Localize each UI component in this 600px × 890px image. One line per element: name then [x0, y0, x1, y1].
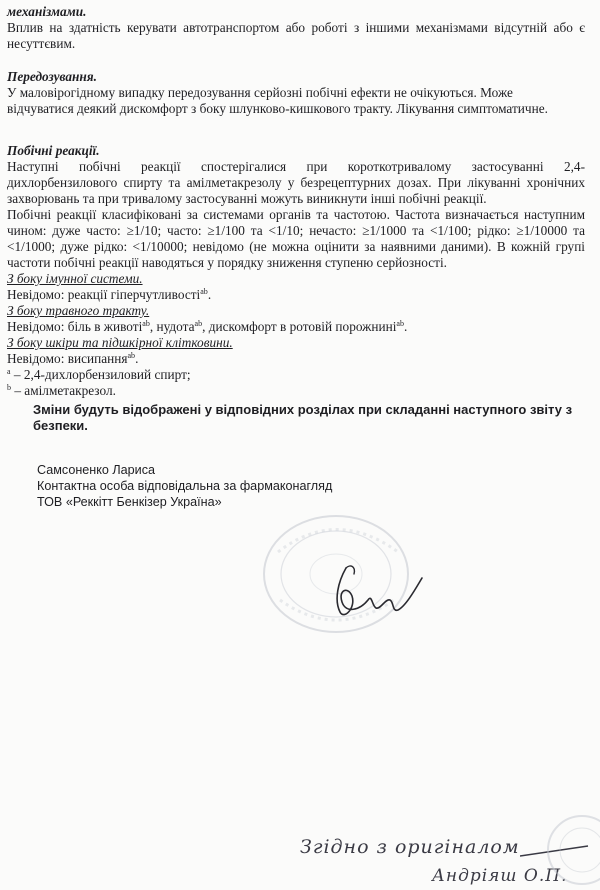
digestive-text: Невідомо: біль в животі$^{ab}$, нудота$^{ab}$, дискомфорт в ротовій порожнині$^{ab}$. — [7, 319, 408, 334]
immune-system-text: Невідомо: реакції гіперчутливості$^{ab}$. — [7, 287, 212, 302]
changes-note: Зміни будуть відображені у відповідних розділах при складанні наступного звіту з безпеки. — [33, 402, 573, 433]
overdose-section — [7, 69, 585, 117]
side-effects-para1-line: Наступні побічні реакції спостерігалися при короткотривалому застосуванні 2,4- — [7, 159, 585, 174]
side-effects-section — [7, 143, 585, 399]
driving-effect-section — [7, 4, 585, 52]
handwritten-certification: Згідно з оригіналом — [300, 836, 520, 858]
side-effects-para2-line: Побічні реакції класифіковані за системами органів та частотою. Частота визначається наступним — [7, 207, 585, 222]
signatory-block — [37, 462, 600, 510]
side-effects-para1-line: захворювань та при тривалому застосуванні можуть виникнути інші побічні реакції. — [7, 191, 487, 206]
skin-text: Невідомо: висипання$^{ab}$. — [7, 351, 139, 366]
side-effects-para1-line: дихлорбензилового спирту та амілметакрезолу у безрецептурних дозах. При лікуванні хронічних — [7, 175, 585, 190]
overdose-heading: Передозування. — [7, 69, 97, 84]
skin-heading: З боку шкіри та підшкірної клітковини. — [7, 335, 233, 350]
footnote-b: $^b$ – амілметакрезол. — [7, 383, 116, 398]
side-effects-heading: Побічні реакції. — [7, 143, 100, 158]
digestive-heading: З боку травного тракту. — [7, 303, 150, 318]
driving-effect-line: Вплив на здатність керувати автотранспортом або роботі з іншими механізмами відсутній або є — [7, 20, 585, 35]
side-effects-para2-line: чином: дуже часто: ≥1/10; часто: ≥1/100 та <1/10; нечасто: ≥1/1000 та <1/100; рідко: ≥1/10000 та — [7, 223, 585, 238]
signature-icon — [316, 560, 426, 630]
handwritten-name: Андріяш О.П. — [432, 866, 568, 886]
signatory-company: ТОВ «Реккітт Бенкізер Україна» — [37, 495, 222, 509]
corner-stamp-icon — [540, 810, 600, 890]
driving-effect-line: несуттєвим. — [7, 36, 76, 51]
signatory-role: Контактна особа відповідальна за фармаконагляд — [37, 479, 333, 493]
side-effects-para2-line: <1/1000; дуже рідко: <1/10000; невідомо (не можна оцінити за наявними даними). В кожній групі — [7, 239, 585, 254]
overdose-line: У маловірогідному випадку передозування серйозні побічні ефекти не очікуються. Може — [7, 85, 513, 100]
footnote-a: $^a$ – 2,4-дихлорбензиловий спирт; — [7, 367, 191, 382]
side-effects-para2-line: частоти побічні реакції наводяться у порядку зниження ступеню серйозності. — [7, 255, 447, 270]
section-heading-tail: механізмами. — [7, 4, 87, 19]
overdose-line: відчуватися деякий дискомфорт з боку шлунково-кишкового тракту. Лікування симптоматичне. — [7, 101, 548, 116]
signatory-name: Самсоненко Лариса — [37, 463, 156, 477]
immune-system-heading: З боку імунної системи. — [7, 271, 143, 286]
